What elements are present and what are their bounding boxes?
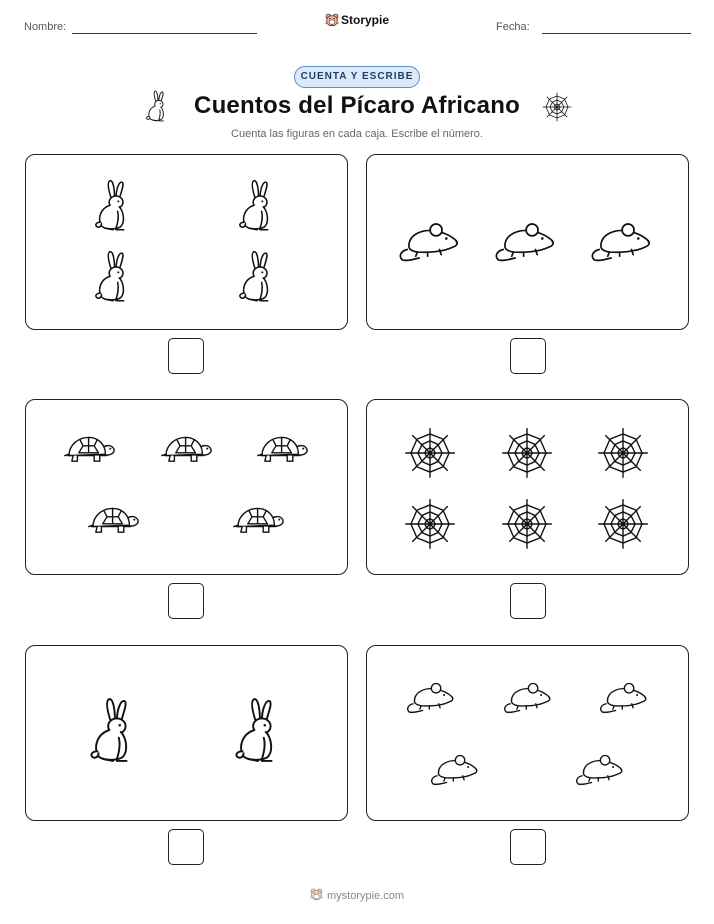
name-label: Nombre: [24, 21, 67, 33]
footer-url[interactable]: mystorypie.com [326, 890, 405, 902]
instructions: Cuenta las figuras en cada caja. Escribe el número. [231, 128, 483, 140]
mouse-icon [574, 750, 628, 788]
count-box-5 [25, 645, 348, 821]
rabbit-icon [229, 696, 287, 766]
page-title: Cuentos del Pícaro Africano [194, 92, 520, 119]
answer-box-5[interactable] [168, 829, 204, 865]
spiderweb-icon [542, 92, 572, 122]
rabbit-icon [90, 250, 136, 304]
rabbit-icon [84, 696, 142, 766]
mouse-icon [589, 217, 657, 265]
mouse-icon [405, 678, 459, 716]
mouse-icon [598, 678, 652, 716]
activity-badge: CUENTA Y ESCRIBE [294, 66, 420, 88]
rabbit-icon [234, 250, 280, 304]
answer-box-1[interactable] [168, 338, 204, 374]
answer-box-4[interactable] [510, 583, 546, 619]
count-box-3 [25, 399, 348, 575]
mouse-icon [397, 217, 465, 265]
turtle-icon [86, 501, 142, 541]
mouse-icon [429, 750, 483, 788]
spiderweb-icon [597, 498, 649, 550]
answer-box-3[interactable] [168, 583, 204, 619]
spiderweb-icon [404, 498, 456, 550]
answer-box-6[interactable] [510, 829, 546, 865]
count-box-6 [366, 645, 689, 821]
spiderweb-icon [501, 427, 553, 479]
rabbit-icon [90, 179, 136, 233]
footer [0, 888, 714, 902]
spiderweb-icon [597, 427, 649, 479]
mouse-icon [502, 678, 556, 716]
turtle-icon [231, 501, 287, 541]
date-line[interactable] [542, 33, 691, 34]
spiderweb-icon [404, 427, 456, 479]
bear-icon [325, 13, 339, 27]
turtle-icon [255, 430, 311, 470]
count-box-2 [366, 154, 689, 330]
spiderweb-icon [501, 498, 553, 550]
count-box-4 [366, 399, 689, 575]
date-label: Fecha: [496, 21, 530, 33]
name-line[interactable] [72, 33, 257, 34]
brand-logo [0, 13, 714, 27]
rabbit-icon [234, 179, 280, 233]
count-box-1 [25, 154, 348, 330]
turtle-icon [159, 430, 215, 470]
brand-name: Storypie [340, 13, 389, 27]
answer-box-2[interactable] [510, 338, 546, 374]
bear-icon [310, 888, 323, 901]
mouse-icon [493, 217, 561, 265]
turtle-icon [62, 430, 118, 470]
